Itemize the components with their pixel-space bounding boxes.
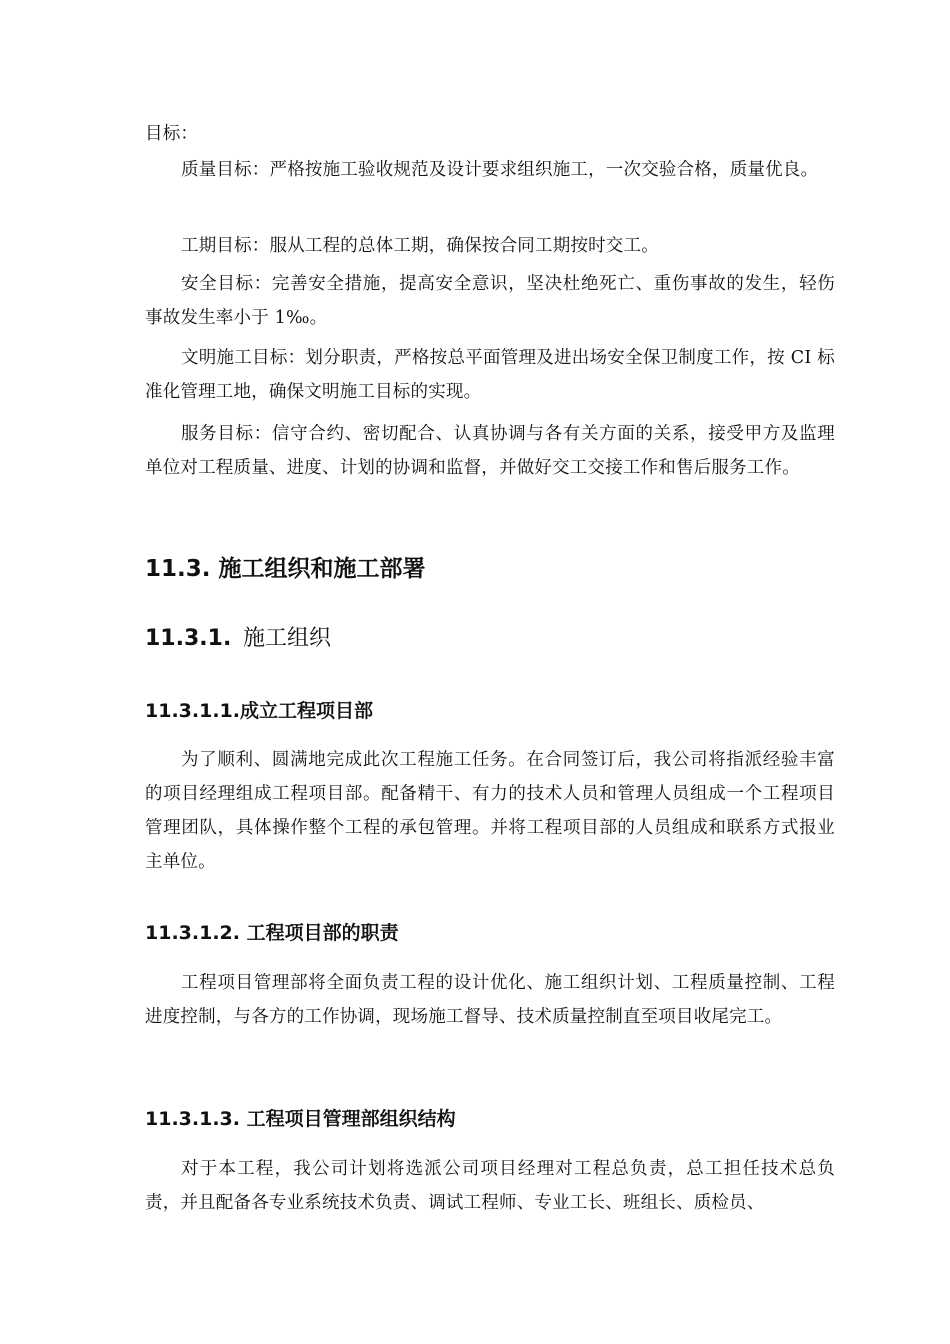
schedule-goal-paragraph: 工期目标：服从工程的总体工期，确保按合同工期按时交工。 xyxy=(181,236,659,256)
section-number: 11.3.1. xyxy=(145,626,232,651)
section-title: 施工组织 xyxy=(243,626,332,651)
organization-structure-paragraph: 对于本工程，我公司计划将选派公司项目经理对工程总负责，总工担任技术总负责，并且配备各专业系统技术负责、调试工程师、专业工长、班组长、质检员、 xyxy=(145,1159,835,1213)
section-heading-11-3-1-1: 11.3.1.1.成立工程项目部 xyxy=(145,700,373,722)
section-heading-11-3-1 xyxy=(145,621,331,652)
project-department-paragraph: 为了顺利、圆满地完成此次工程施工任务。在合同签订后，我公司将指派经验丰富的项目经理组成工程项目部。配备精干、有力的技术人员和管理人员组成一个工程项目管理团队，具体操作整个工程的承包管理。并将工程项目部的人员组成和联系方式报业主单位。 xyxy=(145,750,835,872)
section-number: 11.3. xyxy=(145,556,211,582)
section-title: 施工组织和施工部署 xyxy=(218,556,426,582)
civilized-construction-goal-paragraph: 文明施工目标：划分职责，严格按总平面管理及进出场安全保卫制度工作，按 CI 标准化管理工地，确保文明施工目标的实现。 xyxy=(145,348,835,402)
section-heading-11-3-1-2: 11.3.1.2. 工程项目部的职责 xyxy=(145,922,399,944)
section-heading-11-3 xyxy=(145,550,426,583)
section-heading-11-3-1-3: 11.3.1.3. 工程项目管理部组织结构 xyxy=(145,1108,456,1130)
quality-goal-paragraph: 质量目标：严格按施工验收规范及设计要求组织施工，一次交验合格，质量优良。 xyxy=(181,160,819,180)
department-duties-paragraph: 工程项目管理部将全面负责工程的设计优化、施工组织计划、工程质量控制、工程进度控制，与各方的工作协调，现场施工督导、技术质量控制直至项目收尾完工。 xyxy=(145,973,835,1027)
safety-goal-paragraph: 安全目标：完善安全措施，提高安全意识，坚决杜绝死亡、重伤事故的发生，轻伤事故发生率小于 1‰。 xyxy=(145,274,835,328)
service-goal-paragraph: 服务目标：信守合约、密切配合、认真协调与各有关方面的关系，接受甲方及监理单位对工程质量、进度、计划的协调和监督，并做好交工交接工作和售后服务工作。 xyxy=(145,424,835,478)
goals-label: 目标： xyxy=(145,124,199,144)
